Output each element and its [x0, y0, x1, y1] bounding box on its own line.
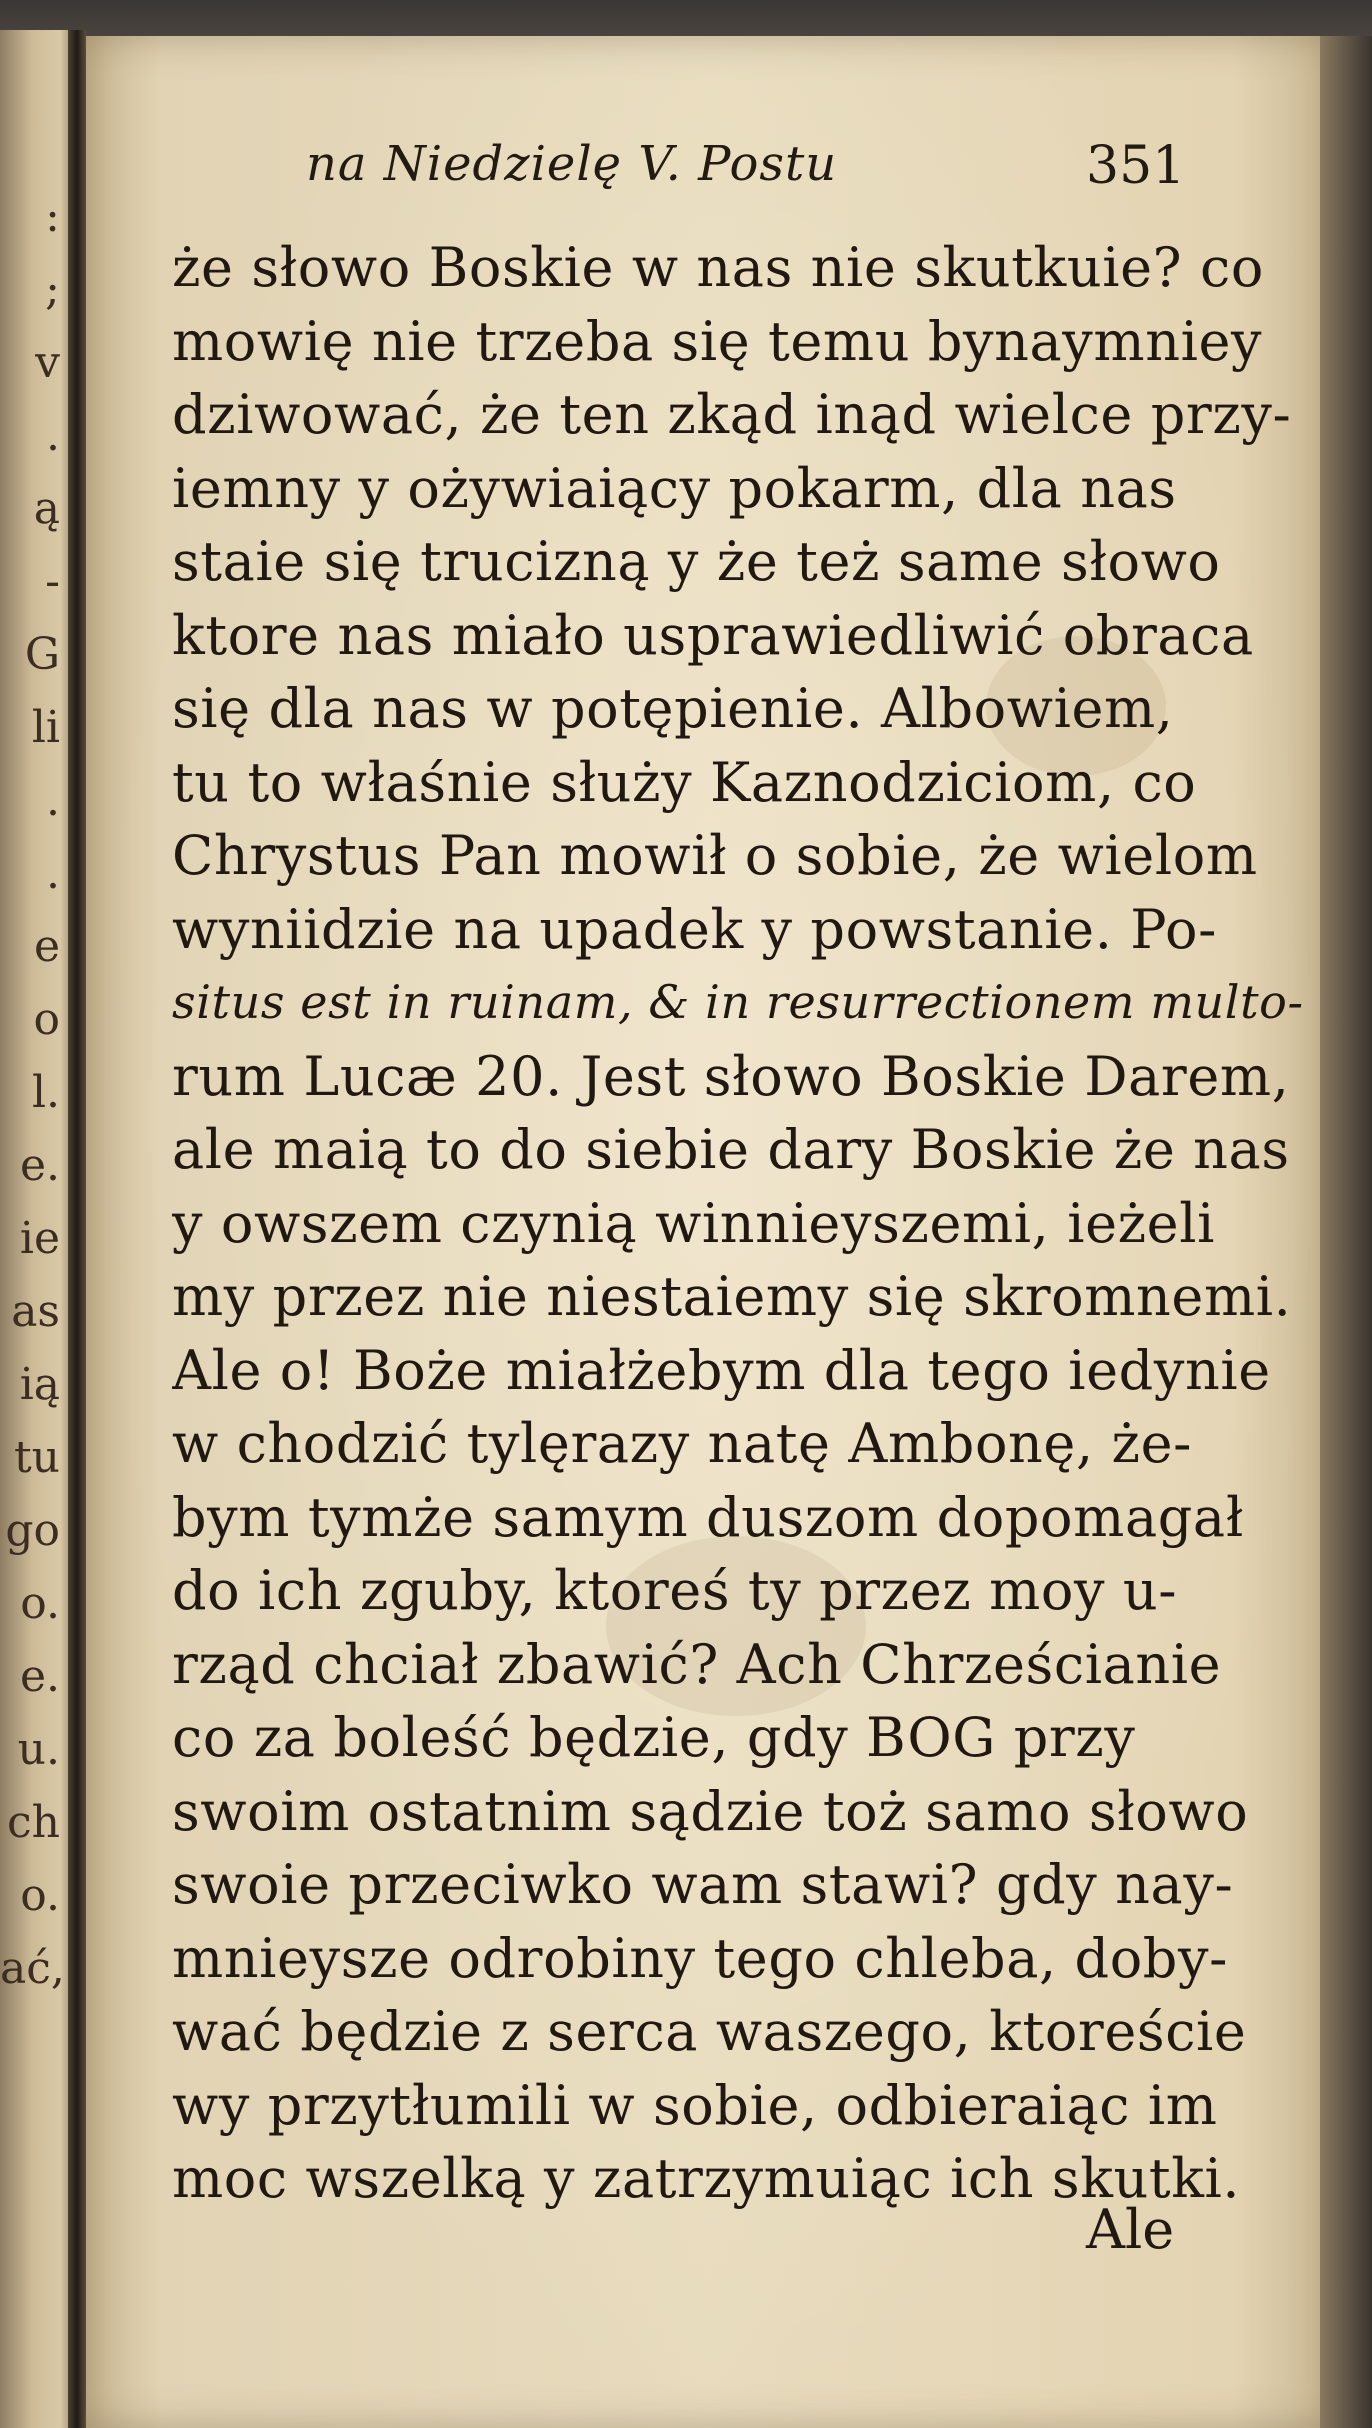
left-fragment: e — [33, 921, 60, 972]
left-fragment: l. — [31, 1067, 60, 1118]
text-line: my przez nie niestaiemy się skromnemi. — [172, 1265, 1292, 1328]
text-line: wać będzie z serca waszego, ktoreście — [172, 2000, 1247, 2063]
left-fragment: G — [24, 629, 60, 680]
text-line: iemny y ożywiaiący pokarm, dla nas — [172, 456, 1177, 520]
left-fragment: u. — [17, 1724, 60, 1775]
text-line: do ich zguby, ktoreś ty przez moy u- — [172, 1559, 1178, 1622]
left-fragment: ch — [7, 1797, 60, 1848]
text-line: wyniidzie na upadek y powstanie. Po- — [172, 897, 1217, 961]
text-line: bym tymże samym duszom dopomagał — [172, 1485, 1244, 1549]
catchword: Ale — [1086, 2198, 1175, 2261]
text-line: ktore nas miało usprawiedliwić obraca — [172, 603, 1254, 667]
left-fragment: o — [33, 994, 60, 1045]
latin-quote-line: situs est in ruinam, & in resurrectionem multo- — [172, 975, 1304, 1029]
left-fragment: ie — [19, 1213, 60, 1264]
text-line: w chodzić tylęrazy natę Ambonę, że- — [172, 1412, 1192, 1475]
left-fragment: . — [46, 775, 60, 826]
text-line: tu to właśnie służy Kaznodziciom, co — [172, 750, 1197, 814]
left-fragment: e. — [19, 1140, 60, 1191]
page-number: 351 — [1086, 136, 1186, 196]
text-line: swoim ostatnim sądzie toż samo słowo — [172, 1779, 1249, 1843]
page-edge-shadow — [1320, 36, 1372, 2428]
left-fragment: ać, — [0, 1943, 65, 1994]
running-head: na Niedzielę V. Postu — [306, 136, 838, 192]
left-fragment: v — [35, 337, 60, 388]
left-fragment: : — [45, 191, 60, 242]
left-fragment: go — [5, 1505, 60, 1556]
body-text — [172, 231, 1322, 2216]
text-line: mnieysze odrobiny tego chleba, doby- — [172, 1926, 1228, 1990]
left-page-fragments — [0, 180, 66, 2005]
left-fragment: li — [31, 702, 60, 753]
text-line: y owszem czynią winnieyszemi, ieżeli — [172, 1191, 1215, 1255]
left-fragment: as — [11, 1286, 60, 1337]
text-line: staie się trucizną y że też same słowo — [172, 530, 1221, 593]
text-line: moc wszelką y zatrzymuiąc ich skutki. — [172, 2147, 1241, 2210]
left-fragment: ą — [33, 483, 60, 534]
text-line: swoie przeciwko wam stawi? gdy nay- — [172, 1853, 1234, 1916]
left-fragment: o. — [20, 1578, 60, 1629]
text-line: wy przytłumili w sobie, odbieraiąc im — [172, 2073, 1218, 2137]
left-fragment: ią — [19, 1359, 60, 1410]
book-page — [86, 36, 1332, 2428]
text-line: rum Lucæ 20. Jest słowo Boskie Darem, — [172, 1044, 1290, 1108]
left-fragment: ; — [45, 264, 60, 315]
text-line: dziwować, że ten zkąd inąd wielce przy- — [172, 383, 1292, 446]
text-line: rząd chciał zbawić? Ach Chrześcianie — [172, 1632, 1222, 1696]
left-fragment: e. — [19, 1651, 60, 1702]
text-line: się dla nas w potępienie. Albowiem, — [172, 677, 1174, 740]
text-line: mowię nie trzeba się temu bynaymniey — [172, 309, 1263, 373]
text-line: co za boleść będzie, gdy BOG przy — [172, 1706, 1136, 1769]
text-line: że słowo Boskie w nas nie skutkuie? co — [172, 236, 1264, 299]
left-fragment: . — [46, 848, 60, 899]
left-fragment: - — [45, 556, 60, 607]
text-line: Ale o! Boże miałżebym dla tego iedynie — [172, 1338, 1271, 1402]
left-fragment: . — [46, 410, 60, 461]
page-header — [86, 136, 1332, 216]
book-gutter — [68, 30, 86, 2428]
background-top — [0, 0, 1372, 40]
text-line: Chrystus Pan mowił o sobie, że wielom — [172, 824, 1258, 887]
text-line: ale maią to do siebie dary Boskie że nas — [172, 1118, 1290, 1181]
left-fragment: tu — [13, 1432, 60, 1483]
left-fragment: o. — [20, 1870, 60, 1921]
